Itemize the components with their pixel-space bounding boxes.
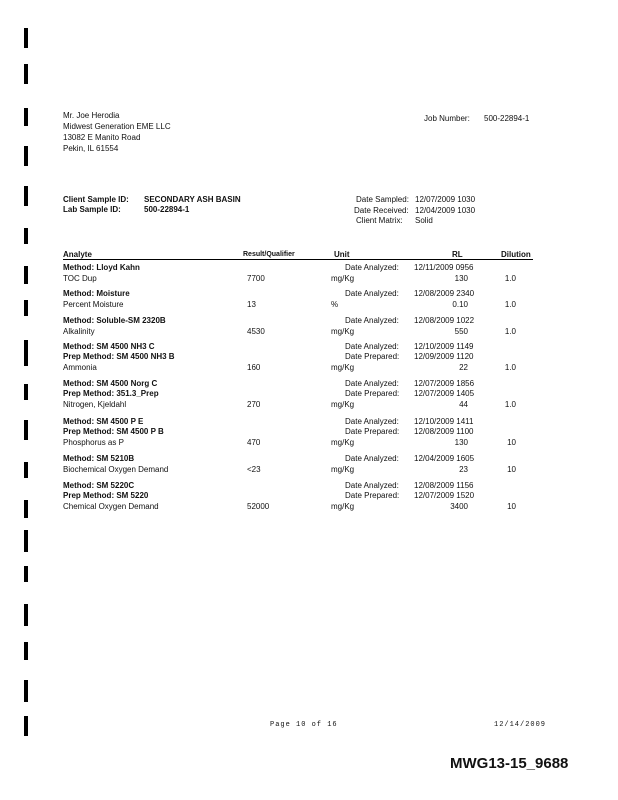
date-value: 12/07/2009 1405: [414, 389, 475, 398]
date-received-value: 12/04/2009 1030: [415, 206, 476, 215]
cell-rl: 44: [459, 400, 468, 409]
cell-result: 52000: [247, 502, 270, 511]
cell-dilution: 10: [507, 438, 516, 447]
date-sampled-label: Date Sampled:: [356, 195, 409, 204]
cell-result: 160: [247, 363, 261, 372]
client-company: Midwest Generation EME LLC: [63, 122, 171, 131]
prep-method-line: Prep Method: 351.3_Prep: [63, 389, 159, 398]
header-dilution: Dilution: [501, 250, 531, 259]
client-matrix-value: Solid: [415, 216, 433, 225]
method-line: Method: SM 4500 P E: [63, 417, 144, 426]
cell-rl: 0.10: [452, 300, 468, 309]
date-label: Date Prepared:: [345, 352, 400, 361]
method-line: Method: Moisture: [63, 289, 130, 298]
cell-rl: 550: [454, 327, 468, 336]
cell-analyte: Phosphorus as P: [63, 438, 124, 447]
date-label: Date Analyzed:: [345, 417, 399, 426]
cell-dilution: 1.0: [504, 327, 516, 336]
date-value: 12/11/2009 0956: [414, 263, 474, 272]
cell-rl: 3400: [450, 502, 468, 511]
scan-mark: [24, 340, 28, 366]
scan-mark: [24, 228, 28, 244]
client-street: 13082 E Manito Road: [63, 133, 141, 142]
cell-result: <23: [247, 465, 261, 474]
cell-result: 13: [247, 300, 256, 309]
cell-dilution: 10: [507, 465, 516, 474]
date-label: Date Analyzed:: [345, 454, 399, 463]
date-sampled-value: 12/07/2009 1030: [415, 195, 476, 204]
scan-mark: [24, 642, 28, 660]
date-value: 12/10/2009 1149: [414, 342, 474, 351]
lab-sample-id-value: 500-22894-1: [144, 205, 190, 214]
date-label: Date Prepared:: [345, 389, 400, 398]
date-label: Date Analyzed:: [345, 289, 399, 298]
cell-unit: mg/Kg: [331, 465, 355, 474]
report-date: 12/14/2009: [494, 721, 547, 729]
scan-mark: [24, 186, 28, 206]
header-rl: RL: [452, 250, 463, 259]
client-sample-id-label: Client Sample ID:: [63, 195, 129, 204]
client-city: Pekin, IL 61554: [63, 144, 119, 153]
cell-dilution: 1.0: [504, 274, 516, 283]
date-received-label: Date Received:: [354, 206, 409, 215]
lab-sample-id-label: Lab Sample ID:: [63, 205, 121, 214]
scan-mark: [24, 530, 28, 552]
method-line: Method: SM 5220C: [63, 481, 135, 490]
scan-mark: [24, 300, 28, 316]
header-rule: [63, 259, 533, 260]
prep-method-line: Prep Method: SM 4500 NH3 B: [63, 352, 175, 361]
scan-mark: [24, 420, 28, 440]
cell-analyte: Percent Moisture: [63, 300, 124, 309]
scan-mark: [24, 28, 28, 48]
cell-result: 4530: [247, 327, 265, 336]
prep-method-line: Prep Method: SM 4500 P B: [63, 427, 164, 436]
method-line: Method: SM 5210B: [63, 454, 135, 463]
scan-mark: [24, 146, 28, 166]
cell-result: 270: [247, 400, 261, 409]
header-analyte: Analyte: [63, 250, 92, 259]
cell-unit: mg/Kg: [331, 502, 355, 511]
header-result: Result/Qualifier: [243, 251, 295, 258]
job-number-value: 500-22894-1: [484, 114, 530, 123]
prep-method-line: Prep Method: SM 5220: [63, 491, 149, 500]
date-label: Date Prepared:: [345, 491, 400, 500]
date-label: Date Prepared:: [345, 427, 400, 436]
cell-analyte: Nitrogen, Kjeldahl: [63, 400, 127, 409]
scan-mark: [24, 462, 28, 478]
cell-analyte: Alkalinity: [63, 327, 95, 336]
cell-unit: mg/Kg: [331, 438, 355, 447]
cell-analyte: Ammonia: [63, 363, 97, 372]
date-value: 12/10/2009 1411: [414, 417, 474, 426]
method-line: Method: Lloyd Kahn: [63, 263, 140, 272]
cell-unit: mg/Kg: [331, 274, 355, 283]
date-value: 12/04/2009 1605: [414, 454, 475, 463]
cell-rl: 22: [459, 363, 468, 372]
scan-mark: [24, 566, 28, 582]
cell-unit: %: [331, 300, 339, 309]
job-number-label: Job Number:: [424, 114, 470, 123]
date-value: 12/09/2009 1120: [414, 352, 474, 361]
scan-mark: [24, 266, 28, 284]
date-value: 12/07/2009 1520: [414, 491, 475, 500]
date-value: 12/08/2009 1022: [414, 316, 475, 325]
date-value: 12/07/2009 1856: [414, 379, 475, 388]
cell-dilution: 1.0: [504, 300, 516, 309]
cell-unit: mg/Kg: [331, 327, 355, 336]
cell-analyte: Chemical Oxygen Demand: [63, 502, 159, 511]
page-number: Page 10 of 16: [270, 721, 338, 729]
date-value: 12/08/2009 1156: [414, 481, 474, 490]
scan-mark: [24, 384, 28, 400]
client-contact: Mr. Joe Herodia: [63, 111, 120, 120]
date-label: Date Analyzed:: [345, 379, 399, 388]
date-label: Date Analyzed:: [345, 316, 399, 325]
cell-analyte: TOC Dup: [63, 274, 97, 283]
scan-mark: [24, 604, 28, 626]
date-value: 12/08/2009 1100: [414, 427, 474, 436]
cell-unit: mg/Kg: [331, 363, 355, 372]
cell-dilution: 1.0: [504, 400, 516, 409]
cell-result: 470: [247, 438, 261, 447]
scan-mark: [24, 500, 28, 518]
cell-dilution: 10: [507, 502, 516, 511]
scan-mark: [24, 108, 28, 126]
cell-unit: mg/Kg: [331, 400, 355, 409]
method-line: Method: SM 4500 Norg C: [63, 379, 158, 388]
header-unit: Unit: [334, 250, 350, 259]
method-line: Method: Soluble-SM 2320B: [63, 316, 166, 325]
scan-mark: [24, 716, 28, 736]
scan-mark: [24, 680, 28, 702]
bates-number: MWG13-15_9688: [450, 755, 569, 772]
date-label: Date Analyzed:: [345, 342, 399, 351]
cell-result: 7700: [247, 274, 265, 283]
date-label: Date Analyzed:: [345, 481, 399, 490]
client-matrix-label: Client Matrix:: [356, 216, 403, 225]
cell-rl: 130: [454, 438, 468, 447]
cell-analyte: Biochemical Oxygen Demand: [63, 465, 169, 474]
cell-dilution: 1.0: [504, 363, 516, 372]
cell-rl: 23: [459, 465, 468, 474]
scan-mark: [24, 64, 28, 84]
date-label: Date Analyzed:: [345, 263, 399, 272]
cell-rl: 130: [454, 274, 468, 283]
client-sample-id-value: SECONDARY ASH BASIN: [144, 195, 241, 204]
method-line: Method: SM 4500 NH3 C: [63, 342, 155, 351]
date-value: 12/08/2009 2340: [414, 289, 475, 298]
